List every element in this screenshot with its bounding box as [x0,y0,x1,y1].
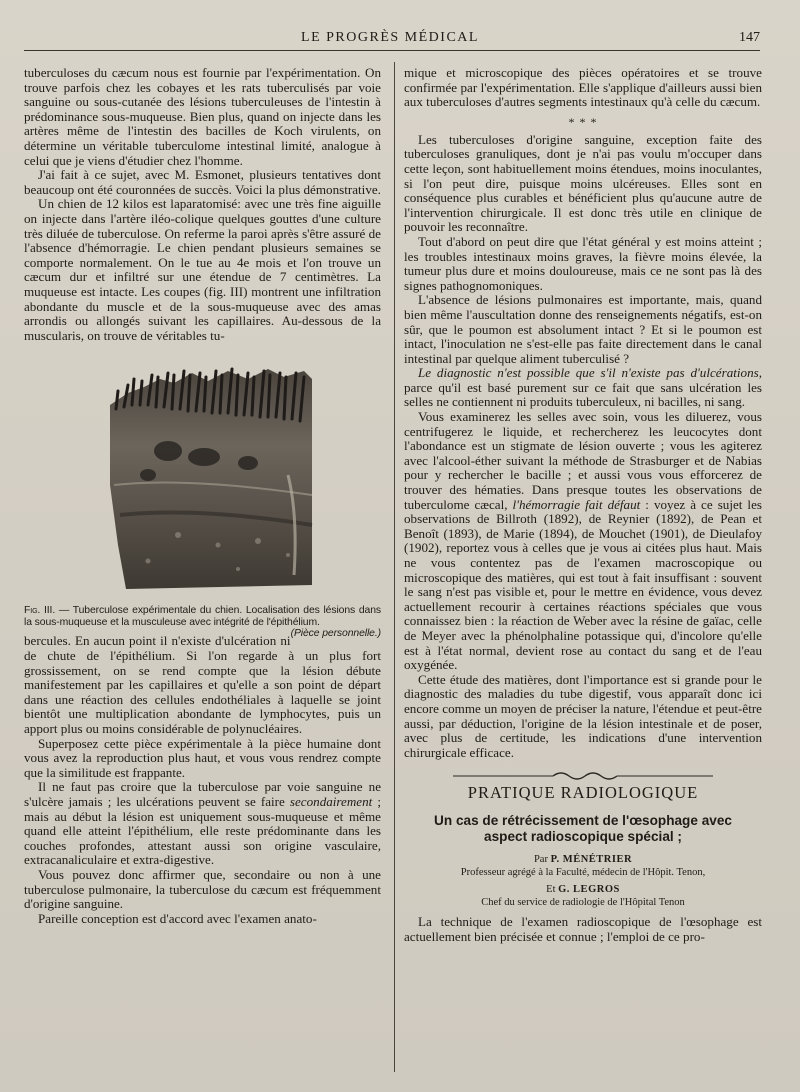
paragraph [404,410,762,673]
text-run: ; mais au début la lésion est uniquement sous-muqueuse et même quand elle atteint l'épithélium, elle reste prédominante dans les couches profondes, attestant aussi son origine vasculaire, extracanaliculaire et extra-digestive. [24,794,381,868]
paragraph: Superposez cette pièce expérimentale à la pièce humaine dont vous avez la reproduction plus haut, et vous vous rendrez compte que la similitude est frappante. [24,735,381,780]
emphasis: l'hémorragie fait défaut [512,496,641,512]
article-title [404,813,762,845]
paragraph [24,780,381,868]
paragraph: Vous pouvez donc affirmer que, secondaire ou non à une tuberculose pulmonaire, la tuberculose du cæcum est fréquemment d'origine sanguine. [24,866,381,912]
column-divider [394,62,395,1072]
figure-iii [24,365,381,640]
text-run: Vous examinerez les selles avec soin, vous les diluerez, vous centrifugerez le liquide, et rechercherez les leucocytes dont l'abondance est un stigmate de lésion ouverte ; vous les agiterez avec l'alcool-éther suivant la méthode de Strasburger et de Nabias pour y rechercher le bacille ; et aussi vous vous efforcerez de trouver des hématies. Dans presque toutes les observations de tuberculome cæcal, [404,409,762,512]
caption-credit: (Pièce personnelle.) [290,628,381,640]
text-run: Il ne faut pas croire que la tuberculose par voie sanguine ne s'ulcère jamais ; les ulcérations peuvent se faire [24,779,381,809]
article-title-line: aspect radioscopique spécial ; [484,828,682,844]
page-number: 147 [739,30,760,45]
byline-author-2 [404,883,762,896]
paragraph: Les tuberculoses d'origine sanguine, exception faite des tuberculoses granuliques, dont je n'ai pas voulu m'occuper dans cette leçon, sont habituellement moins étendues, moins inoculantes, si l'on peut dire, puisque moins ulcéreuses. Elles sont en conséquence plus curables et bénéficient plus qu'aucune autre de l'intervention chirurgicale. Il est donc très utile en clinique de pouvoir les reconnaître. [404,131,762,235]
right-column [404,66,762,944]
caption-text: — Tuberculose expérimentale du chien. Localisation des lésions dans la sous-muqueuse et la musculeuse avec intégrité de l'épithélium. [24,605,381,628]
paragraph: bercules. En aucun point il n'existe d'ulcération ni de chute de l'épithélium. Si l'on regarde à un plus fort grossissement, on se rend compte que la lésion débute manifestement par les capillaires et qu'elle a son point de départ dans une réaction des cellules endothéliales à laquelle se joint bientôt une multiplication abondante de lymphocytes, puis un apport plus ou moins considérable de polynucléaires. [24,633,381,737]
page-header [20,30,760,50]
byline-prefix: Et [546,883,559,895]
running-title: LE PROGRÈS MÉDICAL [301,30,479,45]
paragraph: Cette étude des matières, dont l'importance est si grande pour le diagnostic des maladies du tube digestif, vous apparaît donc ici encore comme un moyen de préciser la nature, l'étendue et peut-être aussi, par déduction, l'origine de la lésion intestinale et de poser, avec plus de certitude, les indications d'une intervention chirurgicale efficace. [404,671,762,760]
text-run: , parce qu'il est basé purement sur ce fait que sans ulcération les selles ne contiennent ni produits tuberculeux, ni bacilles, ni sang. [404,365,762,410]
author-name: P. MÉNÉTRIER [550,853,633,865]
paragraph: Un chien de 12 kilos est laparatomisé: avec une très fine aiguille on injecte dans l'artère iléo-colique quelques gouttes d'une culture très diluée de tuberculose. On referme la paroi après s'être assuré de l'absence d'hémorragie. Le chien pendant plusieurs semaines se comporte normalement. On le tue au 4e mois et l'on trouve un cæcum dur et infiltré sur une étendue de 7 centimètres. La muqueuse est intacte. Les coupes (fig. III) montrent une infiltration abondante du muscle et de la sous-muqueuse avec des amas arrondis ou allongés suivant les capillaires. Au-dessous de la muscularis, on trouve de véritables tu- [24,196,381,343]
author-name: G. LEGROS [558,883,620,895]
header-rule [24,50,760,51]
caption-label: Fig. III. [24,605,56,617]
paragraph: J'ai fait à ce sujet, avec M. Esmonet, plusieurs tentatives dont beaucoup ont été couronnées de succès. Voici la plus démonstrative. [24,167,381,197]
paragraph [404,366,762,410]
paragraph: mique et microscopique des pièces opératoires et se trouve confirmée par l'expérimentation. Elle s'applique d'ailleurs aussi bien aux tuberculoses d'autres segments intestinaux qu'à celle du cæcum. [404,65,762,110]
emphasis: Le diagnostic n'est possible que s'il n'existe pas d'ulcérations [418,365,759,381]
section-break-stars: * * * [568,114,598,129]
paragraph: La technique de l'examen radioscopique de l'œsophage est actuellement bien précisée et connue ; l'emploi de ce pro- [404,913,762,944]
author-1-role: Professeur agrégé à la Faculté, médecin de l'Hôpit. Tenon, [460,866,706,878]
paragraph: Pareille conception est d'accord avec l'examen anato- [38,910,317,926]
section-title: PRATIQUE RADIOLOGIQUE [467,783,699,803]
byline-prefix: Par [533,853,551,865]
figure-caption [24,605,381,640]
paragraph: Tout d'abord on peut dire que l'état général y est moins atteint ; les troubles intestinaux moins graves, la fièvre moins élevée, la tumeur plus dure et moins douloureuse, mais ce ne sont pas là des signes pathognomoniques. [404,233,762,293]
author-2-role: Chef du service de radiologie de l'Hôpital Tenon [481,896,685,908]
paragraph: L'absence de lésions pulmonaires est importante, mais, quand bien même l'auscultation donne des renseignements négatifs, est-on sûr, que le poumon est absolument intact ? Et si le poumon est intact, l'inoculation ne s'est-elle pas faite directement dans le canal intestinal par quelque aliment tuberculisé ? [404,292,762,366]
histology-micrograph [108,365,314,591]
left-column [24,66,381,926]
ornament-rule [404,770,762,780]
byline-author-1 [404,853,762,866]
text-run: : voyez à ce sujet les observations de Billroth (1892), de Reynier (1892), de Pean et Benoît (1893), de Marie (1894), de Mouchet (1901), de Dieulafoy (1902), reportez vous à celles que je vous ai citées plus haut. Mais ne vous contentez pas de l'examen macroscopique ou microscopique des matières, qui est tout à fait insuffisant : souvent le sang n'est pas visible et, pour le mettre en évidence, vous devez actuellement recourir à certaines réactions spéciales que vous connaissez bien : la réaction de Weber avec la résine de gaïac, celle de Meyer avec la phénolphaline potassique qui, d'incolore qu'elle est à l'état normal, devient rose au contact du sang et de l'eau oxygénée. [404,496,762,673]
article-title-line: Un cas de rétrécissement de l'œsophage avec [434,812,732,828]
paragraph: tuberculoses du cæcum nous est fournie par l'expérimentation. On trouve parfois chez les cobayes et les rats tuberculisés par voie sanguine ou sous-cutanée des lésions tuberculeuses de l'intestin à prédominance sous-muqueuse. Bien plus, quand on injecte dans les artères même de l'intestin des bacilles de Koch virulents, on détermine un véritable tuberculome intestinal limité, analogue à celui que je viens d'étudier chez l'homme. [24,65,381,168]
emphasis: secondairement [289,794,373,809]
